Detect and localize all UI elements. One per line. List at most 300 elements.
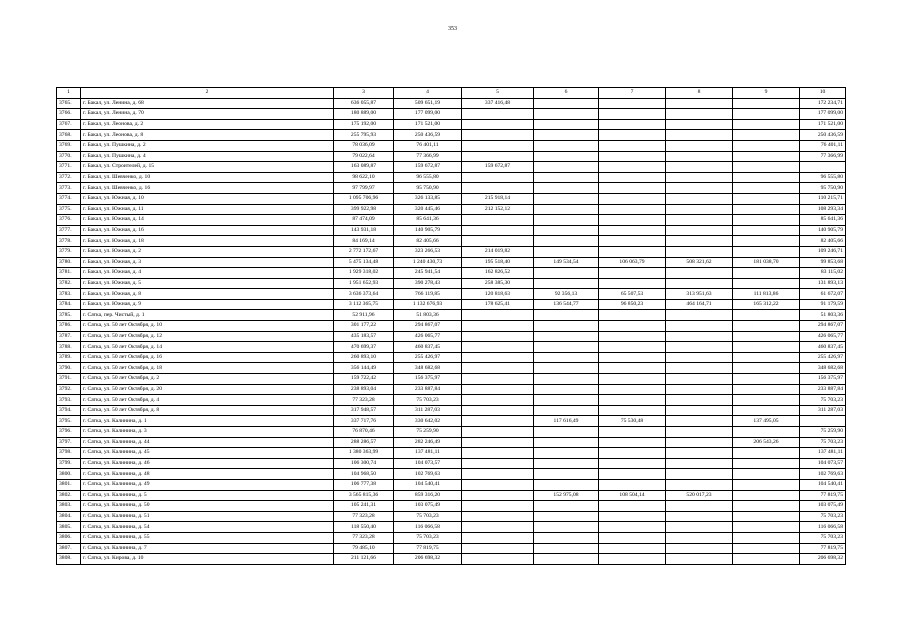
table-cell: 75 259,90 bbox=[800, 427, 846, 438]
table-cell: г. Бакал, ул. Пушкина, д. 4 bbox=[81, 151, 334, 162]
table-cell bbox=[733, 469, 800, 480]
column-header: 1 bbox=[57, 88, 81, 99]
table-row bbox=[57, 225, 846, 236]
table-cell: 3774. bbox=[57, 193, 81, 204]
table-cell: 3 565 815,36 bbox=[334, 490, 394, 501]
table-cell bbox=[599, 405, 666, 416]
table-cell bbox=[599, 98, 666, 109]
table-cell bbox=[534, 479, 599, 490]
table-cell: 520 017,23 bbox=[666, 490, 733, 501]
table-cell: 426 065,77 bbox=[800, 331, 846, 342]
table-cell: 104 073,57 bbox=[394, 458, 462, 469]
table-cell: 75 703,23 bbox=[800, 395, 846, 406]
table-cell bbox=[733, 215, 800, 226]
table-cell: 636 055,87 bbox=[334, 98, 394, 109]
page-number: 353 bbox=[448, 26, 457, 32]
table-cell bbox=[599, 501, 666, 512]
table-row bbox=[57, 490, 846, 501]
table-cell bbox=[462, 236, 534, 247]
table-cell: 255 426,97 bbox=[394, 352, 462, 363]
table-cell bbox=[534, 140, 599, 151]
table-cell: 509 651,19 bbox=[394, 98, 462, 109]
table-cell bbox=[733, 172, 800, 183]
table-cell bbox=[599, 109, 666, 120]
table-row bbox=[57, 236, 846, 247]
table-cell: г. Бакал, ул. Южная, д. 11 bbox=[81, 204, 334, 215]
table-row bbox=[57, 469, 846, 480]
table-cell bbox=[462, 363, 534, 374]
table-cell: 311 287,03 bbox=[394, 405, 462, 416]
table-cell: 137 481,11 bbox=[394, 448, 462, 459]
table-cell: 313 951,63 bbox=[666, 289, 733, 300]
table-cell bbox=[733, 532, 800, 543]
table-cell bbox=[462, 384, 534, 395]
table-cell: 82 405,66 bbox=[394, 236, 462, 247]
table-cell: 260 893,10 bbox=[334, 352, 394, 363]
table-cell bbox=[534, 532, 599, 543]
table-cell: г. Сатка, ул. Калинина, д. 55 bbox=[81, 532, 334, 543]
table-cell bbox=[599, 543, 666, 554]
table-cell bbox=[666, 109, 733, 120]
column-header: 2 bbox=[81, 88, 334, 99]
table-cell: г. Сатка, ул. 50 лет Октября, д. 4 bbox=[81, 395, 334, 406]
table-cell bbox=[534, 215, 599, 226]
header-row bbox=[57, 88, 846, 99]
table-cell bbox=[462, 437, 534, 448]
table-cell bbox=[534, 130, 599, 141]
table-cell bbox=[599, 363, 666, 374]
table-row bbox=[57, 554, 846, 565]
column-header: 10 bbox=[800, 88, 846, 99]
table-cell: 75 703,23 bbox=[800, 437, 846, 448]
table-cell bbox=[462, 543, 534, 554]
table-cell bbox=[666, 119, 733, 130]
table-row bbox=[57, 479, 846, 490]
table-cell bbox=[534, 363, 599, 374]
table-cell bbox=[733, 268, 800, 279]
table-cell: г. Сатка, ул. 50 лет Октября, д. 8 bbox=[81, 405, 334, 416]
table-row bbox=[57, 543, 846, 554]
table-cell: 77 323,28 bbox=[334, 532, 394, 543]
table-cell: 3804. bbox=[57, 511, 81, 522]
table-cell bbox=[733, 363, 800, 374]
table-cell: 95 750,90 bbox=[800, 183, 846, 194]
table-cell: 3784. bbox=[57, 299, 81, 310]
table-row bbox=[57, 395, 846, 406]
table-cell: 206 698,32 bbox=[394, 554, 462, 565]
table-row bbox=[57, 98, 846, 109]
table-cell: 3794. bbox=[57, 405, 81, 416]
table-cell bbox=[666, 151, 733, 162]
table-cell: г. Бакал, ул. Южная, д. 14 bbox=[81, 215, 334, 226]
table-cell: г. Сатка, ул. 50 лет Октября, д. 18 bbox=[81, 363, 334, 374]
table-row bbox=[57, 172, 846, 183]
table-cell: 255 795,93 bbox=[334, 130, 394, 141]
table-cell bbox=[733, 511, 800, 522]
table-cell bbox=[666, 268, 733, 279]
table-cell: г. Бакал, ул. Строителей, д. 15 bbox=[81, 162, 334, 173]
table-cell bbox=[666, 543, 733, 554]
table-cell bbox=[599, 342, 666, 353]
table-cell: 79 022,64 bbox=[334, 151, 394, 162]
table-cell bbox=[534, 522, 599, 533]
table-cell: 137 481,11 bbox=[800, 448, 846, 459]
table-cell bbox=[462, 331, 534, 342]
table-row bbox=[57, 151, 846, 162]
table-cell bbox=[462, 522, 534, 533]
column-header: 4 bbox=[394, 88, 462, 99]
table-row bbox=[57, 162, 846, 173]
table-cell bbox=[462, 109, 534, 120]
table-cell: г. Сатка, ул. Калинина, д. 48 bbox=[81, 469, 334, 480]
table-cell bbox=[534, 543, 599, 554]
table-cell bbox=[733, 395, 800, 406]
table-cell: 348 682,68 bbox=[394, 363, 462, 374]
table-cell: 172 234,71 bbox=[800, 98, 846, 109]
table-cell bbox=[534, 342, 599, 353]
table-cell: г. Сатка, ул. Калинина, д. 49 bbox=[81, 479, 334, 490]
table-row bbox=[57, 342, 846, 353]
table-cell: 3780. bbox=[57, 257, 81, 268]
table-row bbox=[57, 458, 846, 469]
table-cell: 3808. bbox=[57, 554, 81, 565]
table-cell bbox=[666, 140, 733, 151]
table-cell bbox=[462, 225, 534, 236]
table-cell bbox=[599, 479, 666, 490]
table-cell bbox=[599, 268, 666, 279]
table-cell bbox=[534, 437, 599, 448]
table-cell: 156 375,97 bbox=[394, 374, 462, 385]
table-cell: 3773. bbox=[57, 183, 81, 194]
table-row bbox=[57, 130, 846, 141]
table-row bbox=[57, 321, 846, 332]
table-cell: г. Бакал, ул. Южная, д. 10 bbox=[81, 193, 334, 204]
column-header: 9 bbox=[733, 88, 800, 99]
table-cell: 75 259,90 bbox=[394, 427, 462, 438]
table-cell: 51 803,36 bbox=[800, 310, 846, 321]
table-cell: 3786. bbox=[57, 321, 81, 332]
table-cell bbox=[462, 532, 534, 543]
table-cell bbox=[462, 352, 534, 363]
table-cell bbox=[534, 448, 599, 459]
table-cell bbox=[666, 352, 733, 363]
table-cell bbox=[666, 342, 733, 353]
table-cell bbox=[599, 554, 666, 565]
table-cell bbox=[733, 162, 800, 173]
table-cell bbox=[733, 427, 800, 438]
table-cell bbox=[599, 172, 666, 183]
table-cell bbox=[733, 405, 800, 416]
table-row bbox=[57, 448, 846, 459]
table-cell: 111 813,86 bbox=[733, 289, 800, 300]
table-cell: 180 889,00 bbox=[334, 109, 394, 120]
table-cell: 294 867,07 bbox=[800, 321, 846, 332]
table-cell bbox=[599, 119, 666, 130]
table-cell bbox=[666, 511, 733, 522]
table-cell: 3807. bbox=[57, 543, 81, 554]
table-cell: 390 278,43 bbox=[394, 278, 462, 289]
table-cell bbox=[733, 236, 800, 247]
table-cell bbox=[599, 384, 666, 395]
table-cell: г. Сатка, ул. Калинина, д. 45 bbox=[81, 448, 334, 459]
table-cell bbox=[666, 246, 733, 257]
table-cell bbox=[666, 172, 733, 183]
table-cell: 75 703,23 bbox=[394, 532, 462, 543]
table-cell bbox=[534, 395, 599, 406]
table-cell: г. Бакал, ул. Южная, д. 9 bbox=[81, 299, 334, 310]
table-cell: г. Бакал, ул. Ленина, д. 68 bbox=[81, 98, 334, 109]
table-cell bbox=[733, 448, 800, 459]
table-cell bbox=[462, 554, 534, 565]
table-cell: 75 703,23 bbox=[800, 511, 846, 522]
table-cell bbox=[666, 236, 733, 247]
table-cell bbox=[733, 119, 800, 130]
table-cell: 171 521,00 bbox=[394, 119, 462, 130]
table-cell bbox=[666, 405, 733, 416]
table-cell: 152 975,08 bbox=[534, 490, 599, 501]
table-cell: г. Сатка, ул. 50 лет Октября, д. 2 bbox=[81, 374, 334, 385]
table-cell: 301 177,22 bbox=[334, 321, 394, 332]
table-cell: 206 698,32 bbox=[800, 554, 846, 565]
table-cell bbox=[733, 98, 800, 109]
table-cell: г. Сатка, ул. Калинина, д. 3 bbox=[81, 427, 334, 438]
table-row bbox=[57, 532, 846, 543]
table-cell bbox=[534, 554, 599, 565]
table-cell bbox=[462, 416, 534, 427]
table-cell: 460 837,45 bbox=[800, 342, 846, 353]
table-row bbox=[57, 352, 846, 363]
table-cell: г. Бакал, ул. Южная, д. 4 bbox=[81, 268, 334, 279]
table-cell bbox=[733, 140, 800, 151]
table-cell: 91 179,59 bbox=[800, 299, 846, 310]
table-cell: г. Сатка, ул. 50 лет Октября, д. 14 bbox=[81, 342, 334, 353]
table-cell bbox=[599, 225, 666, 236]
table-cell bbox=[599, 246, 666, 257]
table-cell: г. Бакал, ул. Шевченко, д. 10 bbox=[81, 172, 334, 183]
table-cell: 3 112 365,75 bbox=[334, 299, 394, 310]
table-cell: 195 518,40 bbox=[462, 257, 534, 268]
table-cell bbox=[599, 352, 666, 363]
table-row bbox=[57, 109, 846, 120]
table-cell bbox=[666, 215, 733, 226]
table-cell: 426 065,77 bbox=[394, 331, 462, 342]
table-cell bbox=[599, 511, 666, 522]
table-cell bbox=[534, 119, 599, 130]
table-cell: г. Сатка, ул. Калинина, д. 7 bbox=[81, 543, 334, 554]
table-cell bbox=[599, 310, 666, 321]
table-cell: г. Бакал, ул. Пушкина, д. 2 bbox=[81, 140, 334, 151]
table-cell: г. Бакал, ул. Леонова, д. 8 bbox=[81, 130, 334, 141]
table-cell: 3781. bbox=[57, 268, 81, 279]
table-cell bbox=[733, 384, 800, 395]
table-cell bbox=[733, 522, 800, 533]
table-cell bbox=[599, 151, 666, 162]
table-row bbox=[57, 331, 846, 342]
table-cell bbox=[733, 543, 800, 554]
table-cell bbox=[733, 193, 800, 204]
table-cell: 105 241,31 bbox=[334, 501, 394, 512]
table-cell: 3799. bbox=[57, 458, 81, 469]
table-cell bbox=[534, 469, 599, 480]
table-cell: г. Сатка, ул. Калинина, д. 51 bbox=[81, 511, 334, 522]
table-row bbox=[57, 119, 846, 130]
table-cell: 337 717,76 bbox=[334, 416, 394, 427]
table-cell bbox=[462, 395, 534, 406]
table-cell: 77 323,28 bbox=[334, 511, 394, 522]
table-cell: 117 616,49 bbox=[534, 416, 599, 427]
table-cell: 77 366,99 bbox=[800, 151, 846, 162]
table-cell: 140 905,79 bbox=[800, 225, 846, 236]
table-cell bbox=[534, 511, 599, 522]
table-cell: 61 672,07 bbox=[800, 289, 846, 300]
table-cell: 181 038,70 bbox=[733, 257, 800, 268]
table-cell: 3789. bbox=[57, 352, 81, 363]
table-cell: 96 555,80 bbox=[800, 172, 846, 183]
table-cell bbox=[666, 469, 733, 480]
table-cell: 75 530,48 bbox=[599, 416, 666, 427]
table-cell bbox=[599, 236, 666, 247]
table-cell: 460 837,45 bbox=[394, 342, 462, 353]
table-cell: г. Бакал, ул. Леонова, д. 2 bbox=[81, 119, 334, 130]
table-body bbox=[57, 98, 846, 564]
table-cell bbox=[733, 342, 800, 353]
table-cell: 104 540,41 bbox=[800, 479, 846, 490]
table-cell bbox=[599, 374, 666, 385]
table-cell bbox=[462, 321, 534, 332]
table-row bbox=[57, 183, 846, 194]
table-row bbox=[57, 299, 846, 310]
table-cell bbox=[599, 331, 666, 342]
table-row bbox=[57, 427, 846, 438]
table-cell bbox=[733, 374, 800, 385]
table-cell bbox=[733, 225, 800, 236]
table-cell: 3772. bbox=[57, 172, 81, 183]
table-cell: г. Сатка, ул. Калинина, д. 54 bbox=[81, 522, 334, 533]
column-header: 3 bbox=[334, 88, 394, 99]
table-cell bbox=[534, 172, 599, 183]
table-cell bbox=[462, 479, 534, 490]
table-cell: г. Сатка, ул. Калинина, д. 50 bbox=[81, 501, 334, 512]
table-cell: 159 722,42 bbox=[334, 374, 394, 385]
table-cell bbox=[534, 331, 599, 342]
table-cell: 311 287,03 bbox=[800, 405, 846, 416]
table-cell: 3802. bbox=[57, 490, 81, 501]
table-cell: 3788. bbox=[57, 342, 81, 353]
table-cell: 106 063,79 bbox=[599, 257, 666, 268]
table-cell bbox=[599, 395, 666, 406]
table-cell: 233 887,84 bbox=[800, 384, 846, 395]
table-cell: 140 905,79 bbox=[394, 225, 462, 236]
table-cell: 87 474,09 bbox=[334, 215, 394, 226]
table-cell: 323 266,53 bbox=[394, 246, 462, 257]
table-cell: 118 550,40 bbox=[334, 522, 394, 533]
table-cell: 116 066,58 bbox=[394, 522, 462, 533]
table-cell: 3777. bbox=[57, 225, 81, 236]
table-cell bbox=[666, 193, 733, 204]
table-cell: 3800. bbox=[57, 469, 81, 480]
table-cell: 110 215,71 bbox=[800, 193, 846, 204]
table-cell: 2 772 172,67 bbox=[334, 246, 394, 257]
table-cell: 211 121,66 bbox=[334, 554, 394, 565]
column-header: 7 bbox=[599, 88, 666, 99]
table-cell: 3770. bbox=[57, 151, 81, 162]
table-cell bbox=[534, 374, 599, 385]
table-cell bbox=[462, 427, 534, 438]
table-cell bbox=[599, 278, 666, 289]
table-cell: 3793. bbox=[57, 395, 81, 406]
table-cell bbox=[462, 374, 534, 385]
table-cell bbox=[666, 479, 733, 490]
table-cell bbox=[733, 246, 800, 257]
table-cell: 5 475 134,48 bbox=[334, 257, 394, 268]
table-cell: 320 445,46 bbox=[394, 204, 462, 215]
table-cell bbox=[666, 204, 733, 215]
table-cell bbox=[733, 151, 800, 162]
table-cell: 108 504,14 bbox=[599, 490, 666, 501]
table-cell: г. Сатка, ул. 50 лет Октября, д. 12 bbox=[81, 331, 334, 342]
table-cell bbox=[534, 321, 599, 332]
table-cell bbox=[733, 278, 800, 289]
table-cell: 435 183,57 bbox=[334, 331, 394, 342]
table-cell: 282 246,49 bbox=[394, 437, 462, 448]
table-row bbox=[57, 405, 846, 416]
table-cell: 103 075,49 bbox=[800, 501, 846, 512]
table-cell: 288 286,57 bbox=[334, 437, 394, 448]
table-cell: г. Сатка, ул. 50 лет Октября, д. 16 bbox=[81, 352, 334, 363]
column-header: 5 bbox=[462, 88, 534, 99]
table-cell: 76 401,11 bbox=[394, 140, 462, 151]
table-cell: 85 641,36 bbox=[800, 215, 846, 226]
table-cell bbox=[733, 183, 800, 194]
table-cell bbox=[733, 554, 800, 565]
table-cell: 82 405,66 bbox=[800, 236, 846, 247]
table-cell bbox=[666, 225, 733, 236]
table-cell: 84 169,14 bbox=[334, 236, 394, 247]
table-cell: 3785. bbox=[57, 310, 81, 321]
table-cell: 143 931,18 bbox=[334, 225, 394, 236]
table-row bbox=[57, 268, 846, 279]
table-cell: 177 099,00 bbox=[800, 109, 846, 120]
table-cell bbox=[534, 352, 599, 363]
table-cell: 3767. bbox=[57, 119, 81, 130]
table-cell bbox=[462, 130, 534, 141]
table-cell bbox=[733, 458, 800, 469]
table-cell: 3775. bbox=[57, 204, 81, 215]
table-cell: 258 385,30 bbox=[462, 278, 534, 289]
table-cell: 348 682,68 bbox=[800, 363, 846, 374]
table-cell: 104 968,50 bbox=[334, 469, 394, 480]
table-cell bbox=[599, 130, 666, 141]
table-row bbox=[57, 511, 846, 522]
table-cell: 83 115,02 bbox=[800, 268, 846, 279]
table-cell bbox=[666, 321, 733, 332]
table-row bbox=[57, 310, 846, 321]
table-row bbox=[57, 384, 846, 395]
table-cell: 75 703,23 bbox=[394, 395, 462, 406]
table-cell bbox=[534, 405, 599, 416]
table-cell: г. Бакал, ул. Южная, д. 3 bbox=[81, 257, 334, 268]
table-cell: 102 769,63 bbox=[800, 469, 846, 480]
table-cell bbox=[462, 342, 534, 353]
table-cell bbox=[462, 511, 534, 522]
table-cell: 356 144,49 bbox=[334, 363, 394, 374]
table-cell bbox=[534, 225, 599, 236]
table-cell: 178 625,41 bbox=[462, 299, 534, 310]
table-cell: 108 293,34 bbox=[800, 204, 846, 215]
table-cell: 106 300,74 bbox=[334, 458, 394, 469]
table-cell: 3771. bbox=[57, 162, 81, 173]
table-cell bbox=[462, 405, 534, 416]
